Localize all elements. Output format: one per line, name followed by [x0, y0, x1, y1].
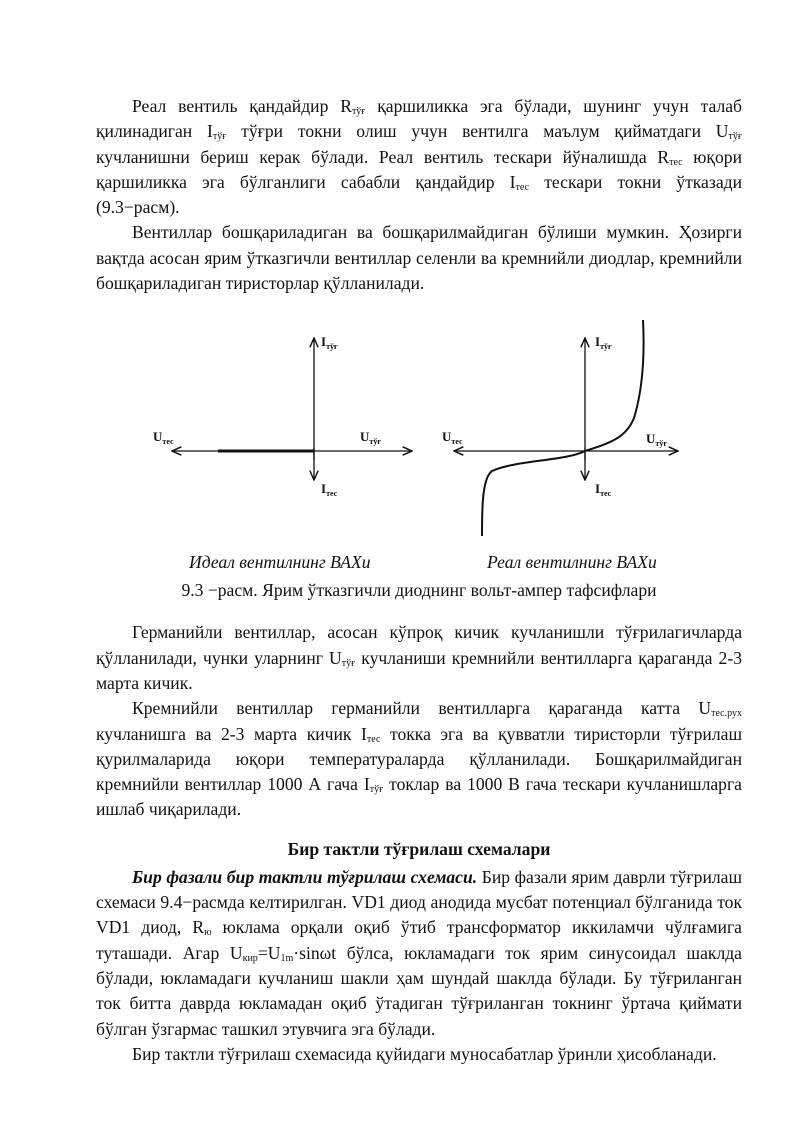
paragraph-valve-types: Вентиллар бошқариладиган ва бошқарилмайдиган бўлиши мумкин. Ҳозирги вақтда асосан ярим ўтказгичли вентиллар селенли ва кремнийли диодлар, кремнийли бошқариладиган тиристорлар қўлланилади. — [96, 222, 742, 294]
left-label-u-reverse: $U_{тес}$ — [153, 429, 174, 447]
subscript: 1m — [280, 952, 294, 964]
left-label-i-reverse: $I_{тес}$ — [321, 481, 338, 499]
real-characteristic-curve — [482, 320, 644, 536]
subscript: ю — [204, 927, 212, 939]
text-run: кучланишни бериш керак бўлади. Реал вентиль тескари йўналишда R — [96, 146, 670, 167]
paragraph-single-phase — [96, 865, 742, 1042]
subscript: тес.рух — [711, 708, 742, 720]
subscript: тўғ — [369, 784, 384, 796]
left-label-u-forward: $U_{тўғ}$ — [360, 429, 381, 447]
subscript: тўғ — [212, 131, 227, 143]
caption-ideal: Идеал вентилнинг ВАХи — [189, 552, 371, 573]
vax-diagrams — [96, 320, 742, 552]
text-run: токка эга ва қувватли тиристорли тўғрилаш қурилмаларида юқори температураларда қўлланилади. Бошқарилмайдиган кремнийли вентиллар 1000 А гача I — [96, 723, 742, 795]
run-in-heading: Бир фазали бир тактли тўғрилаш схемаси. — [132, 866, 478, 887]
subscript: тес — [669, 156, 683, 168]
figure-captions — [96, 552, 742, 578]
subscript: тўғ — [728, 131, 742, 143]
text-run: кучланишга ва 2-3 марта кичик I — [96, 723, 367, 744]
ideal-vax-diagram — [153, 334, 412, 498]
subscript: тес — [515, 181, 530, 193]
text-run: Реал вентиль қандайдир R — [132, 96, 352, 116]
right-label-u-forward: $U_{тўғ}$ — [646, 431, 667, 449]
text-run: қаршиликка эга бўлади, шунинг учун талаб қилинадиган I — [96, 96, 742, 142]
right-label-i-reverse: $I_{тес}$ — [595, 481, 612, 499]
paragraph-silicon — [96, 696, 742, 822]
text-run: токлар ва 1000 В гача тескари кучланишларга ишлаб чиқарилади. — [96, 774, 742, 820]
real-vax-diagram — [442, 320, 678, 536]
text-run: юклама орқали оқиб ўтиб трансформатор иккиламчи чўлғамига туташади. Агар U — [96, 917, 742, 963]
paragraph-germanium — [96, 620, 742, 696]
paragraph-relations: Бир тактли тўғрилаш схемасида қуйидаги муносабатлар ўринли ҳисобланади. — [132, 1043, 717, 1064]
text-run: Бир фазали ярим даврли тўғрилаш схемаси 9.4−расмда келтирилган. VD1 диод анодида мусбат потенциал бўлганида ток VD1 диод, R — [96, 866, 742, 938]
document-page — [96, 94, 742, 1067]
subscript: тўғ — [351, 106, 366, 117]
caption-real: Реал вентилнинг ВАХи — [487, 552, 657, 573]
figure-title: 9.3 −расм. Ярим ўтказгичли диоднинг вольт-ампер тафсифлари — [181, 580, 657, 601]
text-run: тўғри токни олиш учун вентилга маълум қийматдаги U — [226, 121, 729, 142]
text-run: тескари токни ўтказади (9.3−расм). — [96, 171, 742, 218]
text-run: Германийли вентиллар, асосан кўпроқ кичик кучланишли тўғрилагичларда қўлланилади, чунки уларнинг U — [96, 622, 742, 668]
subscript: кир — [242, 952, 258, 964]
subscript: тес — [366, 733, 381, 745]
paragraph-real-valve — [96, 94, 742, 220]
right-label-u-reverse: $U_{тес}$ — [442, 429, 463, 447]
text-run: юқори қаршиликка эга бўлганлиги сабабли қандайдир I — [96, 146, 742, 192]
section-title: Бир тактли тўғрилаш схемалари — [287, 838, 551, 859]
left-label-i-forward: $I_{тўғ}$ — [321, 334, 338, 352]
text-run: кучланиши кремнийли вентилларга қараганда 2-3 марта кичик. — [96, 647, 742, 693]
text-run: ·sinωt бўлса, юкламадаги ток ярим синусоидал шаклда бўлади, юкламадаги кучланиш шакли ҳам шундай шаклда бўлади. Бу тўғриланган ток битта даврда юкламадан оқиб ўтадиган тўғриланган токнинг ўртача қиймати бўлган ўзгармас ташкил этувчига эга бўлади. — [96, 942, 742, 1039]
right-label-i-forward: $I_{тўғ}$ — [595, 334, 612, 352]
figure-vax — [96, 320, 742, 552]
subscript: тўғ — [341, 657, 356, 669]
text-run: Кремнийли вентиллар германийли вентилларга қараганда катта U — [132, 698, 712, 719]
text-run: =U — [257, 942, 281, 963]
